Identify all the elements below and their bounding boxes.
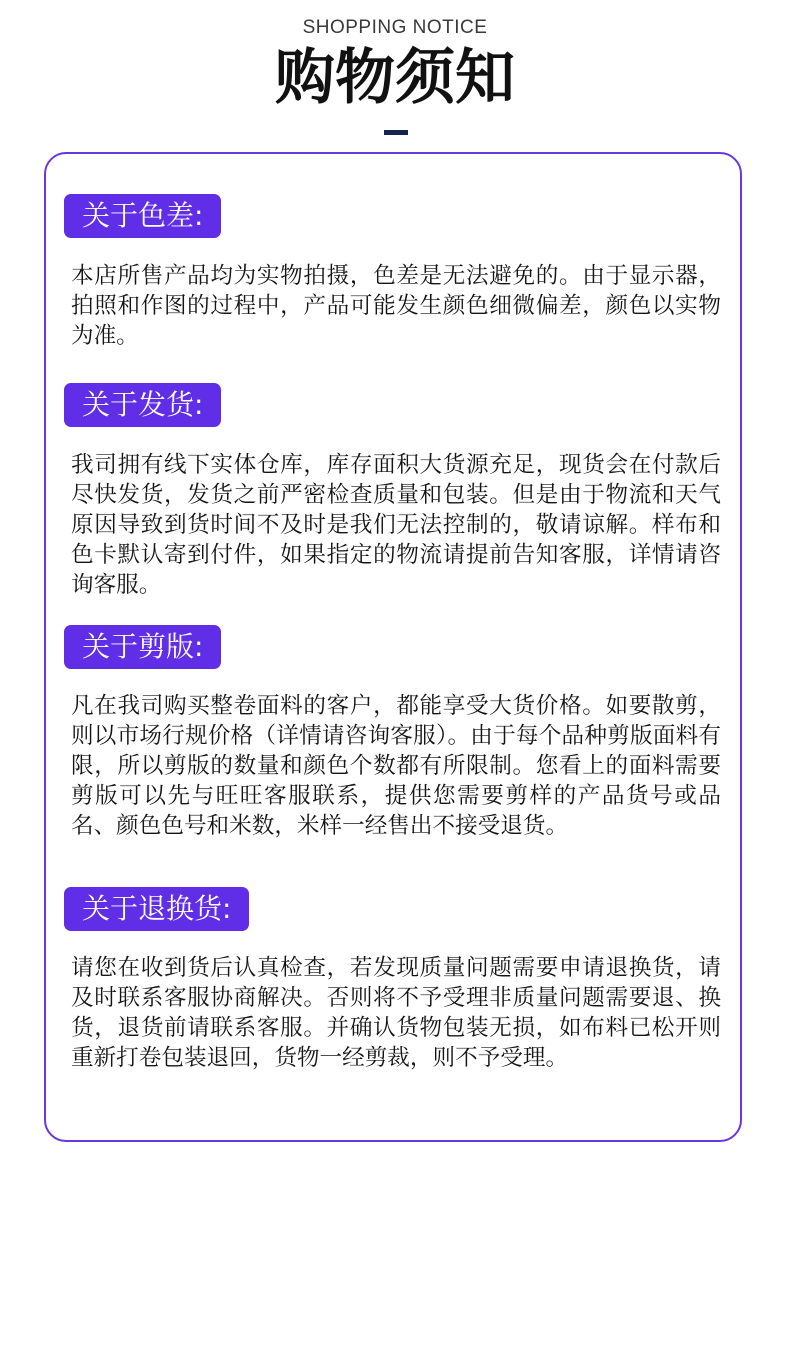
section-heading-shipping: 关于发货: — [64, 383, 221, 427]
section-body-returns: 请您在收到货后认真检查，若发现质量问题需要申请退换货，请及时联系客服协商解决。否则将不予受理非质量问题需要退、换货，退货前请联系客服。并确认货物包装无损，如布料已松开则重新打卷包装退回，货物一经剪裁，则不予受理。 — [71, 955, 721, 1071]
header-subtitle: SHOPPING NOTICE — [302, 17, 488, 38]
title-underline-bar — [384, 130, 408, 135]
page-title: 购物须知 — [275, 43, 515, 113]
section-heading-color-difference: 关于色差: — [64, 194, 221, 238]
section-body-color-difference: 本店所售产品均为实物拍摄，色差是无法避免的。由于显示器，拍照和作图的过程中，产品可能发生颜色细微偏差，颜色以实物为准。 — [71, 263, 721, 349]
section-body-cutting: 凡在我司购买整卷面料的客户，都能享受大货价格。如要散剪，则以市场行规价格（详情请咨询客服）。由于每个品种剪版面料有限，所以剪版的数量和颜色个数都有所限制。您看上的面料需要剪版可以先与旺旺客服联系，提供您需要剪样的产品货号或品名、颜色色号和米数，米样一经售出不接受退货。 — [71, 693, 721, 839]
section-heading-returns: 关于退换货: — [64, 887, 249, 931]
section-heading-cutting: 关于剪版: — [64, 625, 221, 669]
section-body-shipping: 我司拥有线下实体仓库，库存面积大货源充足，现货会在付款后尽快发货，发货之前严密检查质量和包装。但是由于物流和天气原因导致到货时间不及时是我们无法控制的，敬请谅解。样布和色卡默认寄到付件，如果指定的物流请提前告知客服，详情请咨询客服。 — [71, 452, 721, 598]
